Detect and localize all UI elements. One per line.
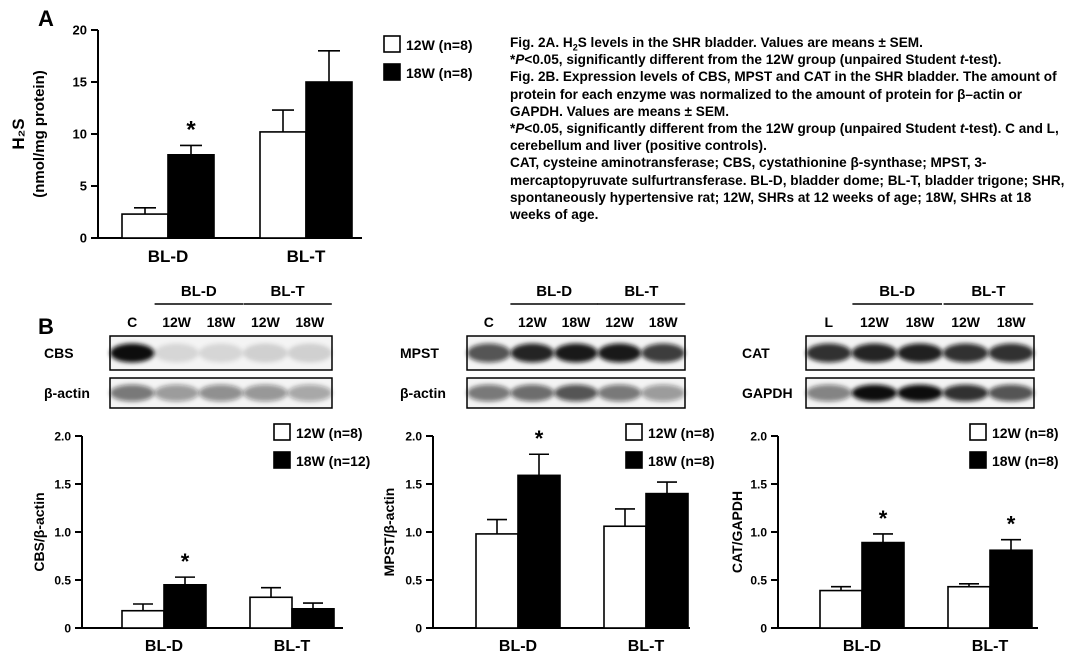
x-category-label: BL-D — [498, 638, 538, 655]
blot-band — [988, 343, 1034, 362]
y-tick-label: 5 — [79, 178, 87, 194]
blot-loading-label: β-actin — [400, 385, 446, 401]
blot-loading-label: GAPDH — [742, 385, 793, 401]
y-tick-label: 0 — [79, 230, 87, 246]
bar-12w — [122, 214, 168, 238]
blot-band — [243, 385, 287, 402]
blot-target-label: MPST — [400, 345, 439, 361]
blot-band — [943, 385, 989, 402]
blot-band — [467, 385, 511, 402]
p-symbol: P — [515, 121, 525, 137]
y-tick-label: 1.0 — [750, 525, 767, 540]
bar-18w — [990, 550, 1032, 628]
caption-2a-text-rest: S levels in the SHR bladder. Values are means ± SEM. — [577, 35, 923, 50]
blot-lane-label: 18W — [206, 314, 236, 330]
bar-12w — [250, 597, 292, 628]
legend-label: 12W (n=8) — [296, 425, 363, 441]
y-axis-label: H₂S (nmol/mg protein) — [9, 70, 48, 198]
t-symbol: t — [959, 121, 965, 137]
blot-lane-label: C — [483, 314, 494, 330]
y-tick-label: 1.0 — [54, 525, 71, 540]
legend-label: 12W (n=8) — [648, 425, 715, 441]
legend-swatch-12w — [626, 424, 642, 440]
legend-swatch-18w — [384, 64, 400, 80]
blot-group-label: BL-T — [624, 283, 659, 300]
blot-band — [110, 343, 154, 362]
y-tick-label: 0 — [64, 621, 71, 636]
blot-target-label: CBS — [44, 345, 74, 361]
blot-lane-label: 12W — [605, 314, 634, 330]
blot-band — [852, 343, 898, 362]
blot-lane-label: 18W — [648, 314, 678, 330]
y-tick-label: 0.5 — [54, 573, 71, 588]
x-category-label: BL-D — [842, 638, 882, 655]
caption-2b: Fig. 2B. Expression levels of CBS, MPST and CAT in the SHR bladder. The amount of protein for each enzyme was normalized to the amount of protein for β–actin or GAPDH. Values are means ± SEM. — [510, 69, 1057, 119]
blot-band — [988, 385, 1034, 402]
caption-2a-text: Fig. 2A. H — [510, 35, 573, 50]
t-symbol: t — [959, 52, 965, 68]
bar-18w — [306, 82, 352, 238]
bar-18w — [518, 475, 560, 628]
y-tick-label: 1.5 — [54, 477, 71, 492]
blot-band — [154, 343, 198, 362]
blot-lane-label: 12W — [860, 314, 889, 330]
bar-12w — [948, 587, 990, 628]
significance-marker: * — [878, 505, 888, 531]
y-axis-label: CBS/β-actin — [31, 492, 47, 572]
blot-band — [852, 385, 898, 402]
blot-lane-label: 18W — [996, 314, 1026, 330]
y-tick-label: 1.5 — [405, 477, 422, 492]
blot-band — [641, 343, 685, 362]
y-tick-label: 0.5 — [750, 573, 767, 588]
blot-group-label: BL-D — [180, 283, 217, 300]
significance-marker: * — [1006, 511, 1016, 537]
stat-text-end: -test). — [964, 52, 1002, 68]
bar-12w — [260, 132, 306, 238]
legend-label: 18W (n=8) — [648, 453, 715, 469]
bar-12w — [820, 591, 862, 628]
blot-band — [288, 343, 332, 362]
y-tick-label: 1.0 — [405, 525, 422, 540]
blot-band — [154, 385, 198, 402]
x-category-label: BL-T — [273, 638, 311, 655]
asterisk: * — [510, 52, 516, 68]
bar-18w — [862, 543, 904, 628]
mpst-western-blot — [400, 283, 685, 408]
x-category-label: BL-D — [147, 247, 189, 266]
legend-label: 18W (n=12) — [296, 453, 371, 469]
panel-label-b: B — [38, 314, 54, 339]
blot-band — [199, 385, 243, 402]
blot-lane-label: 12W — [518, 314, 547, 330]
mpst-chart — [381, 424, 715, 655]
blot-band — [806, 343, 852, 362]
p-symbol: P — [515, 52, 525, 68]
y-axis-label: CAT/GAPDH — [729, 490, 745, 574]
caption-2a-stat — [510, 51, 1075, 68]
cat-western-blot — [742, 283, 1034, 408]
significance-marker: * — [180, 549, 190, 575]
cat-chart — [729, 424, 1059, 655]
legend-label: 18W (n=8) — [992, 453, 1059, 469]
significance-marker: * — [186, 116, 196, 144]
y-tick-label: 10 — [72, 126, 87, 142]
blot-band — [199, 343, 243, 362]
bar-12w — [476, 534, 518, 628]
legend-swatch-18w — [626, 452, 642, 468]
blot-band — [943, 343, 989, 362]
blot-lane-label: 12W — [951, 314, 980, 330]
blot-band — [554, 343, 598, 362]
bar-18w — [164, 585, 206, 628]
y-tick-label: 20 — [72, 22, 87, 38]
blot-band — [598, 385, 642, 402]
blot-lane-label: C — [127, 314, 138, 330]
legend-label: 18W (n=8) — [406, 65, 473, 81]
panel-label-a: A — [38, 6, 54, 31]
blot-lane-label: 18W — [295, 314, 325, 330]
blot-lane-label: 12W — [251, 314, 280, 330]
caption-2a — [510, 34, 1075, 51]
blot-band — [243, 343, 287, 362]
legend-swatch-12w — [274, 424, 290, 440]
y-tick-label: 0.5 — [405, 573, 422, 588]
y-tick-label: 2.0 — [750, 429, 767, 444]
bar-18w — [292, 609, 334, 628]
legend-swatch-18w — [274, 452, 290, 468]
blot-lane-label: L — [824, 314, 834, 330]
cbs-western-blot — [44, 283, 332, 408]
panel-a-chart — [9, 23, 473, 266]
y-tick-label: 1.5 — [750, 477, 767, 492]
blot-group-label: BL-D — [879, 283, 916, 300]
legend-label: 12W (n=8) — [992, 425, 1059, 441]
caption-2b-stat — [510, 120, 1075, 154]
figure-caption — [510, 34, 1075, 223]
stat-text: <0.05, significantly different from the 12W group (unpaired Student — [524, 121, 960, 137]
blot-lane-label: 18W — [905, 314, 935, 330]
y-tick-label: 15 — [72, 74, 87, 90]
bar-12w — [122, 611, 164, 628]
blot-target-label: CAT — [742, 345, 770, 361]
caption-2a-sub: 2 — [572, 42, 578, 53]
blot-band — [511, 343, 555, 362]
x-category-label: BL-T — [286, 247, 326, 266]
bar-12w — [604, 526, 646, 628]
cbs-chart — [31, 424, 370, 655]
x-category-label: BL-T — [627, 638, 665, 655]
stat-text-end: -test). C and L, cerebellum and liver (positive controls). — [510, 121, 1059, 154]
legend-label: 12W (n=8) — [406, 37, 473, 53]
blot-lane-label: 18W — [561, 314, 591, 330]
blot-band — [806, 385, 852, 402]
blot-band — [467, 343, 511, 362]
y-axis-label: MPST/β-actin — [381, 487, 397, 577]
x-category-label: BL-D — [144, 638, 184, 655]
bar-18w — [646, 494, 688, 628]
blot-group-label: BL-T — [270, 283, 305, 300]
blot-band — [897, 385, 943, 402]
y-tick-label: 2.0 — [405, 429, 422, 444]
legend-swatch-12w — [970, 424, 986, 440]
asterisk: * — [510, 121, 516, 137]
blot-band — [554, 385, 598, 402]
y-tick-label: 0 — [415, 621, 422, 636]
legend-swatch-12w — [384, 36, 400, 52]
blot-group-label: BL-D — [536, 283, 573, 300]
y-tick-label: 2.0 — [54, 429, 71, 444]
x-category-label: BL-T — [971, 638, 1009, 655]
blot-loading-label: β-actin — [44, 385, 90, 401]
blot-band — [288, 385, 332, 402]
blot-band — [897, 343, 943, 362]
blot-band — [110, 385, 154, 402]
blot-band — [641, 385, 685, 402]
significance-marker: * — [534, 426, 544, 452]
stat-text: <0.05, significantly different from the 12W group (unpaired Student — [524, 52, 960, 68]
blot-lane-label: 12W — [162, 314, 191, 330]
blot-group-label: BL-T — [971, 283, 1006, 300]
blot-band — [511, 385, 555, 402]
y-tick-label: 0 — [760, 621, 767, 636]
legend-swatch-18w — [970, 452, 986, 468]
bar-18w — [168, 155, 214, 238]
caption-abbreviations: CAT, cysteine aminotransferase; CBS, cystathionine β-synthase; MPST, 3-mercaptopyruvate sulfurtransferase. BL-D, bladder dome; BL-T, bladder trigone; SHR, spontaneously hypertensive rat; 12W, SHRs at 12 weeks of age; 18W, SHRs at 18 weeks of age. — [510, 155, 1065, 223]
blot-band — [598, 343, 642, 362]
